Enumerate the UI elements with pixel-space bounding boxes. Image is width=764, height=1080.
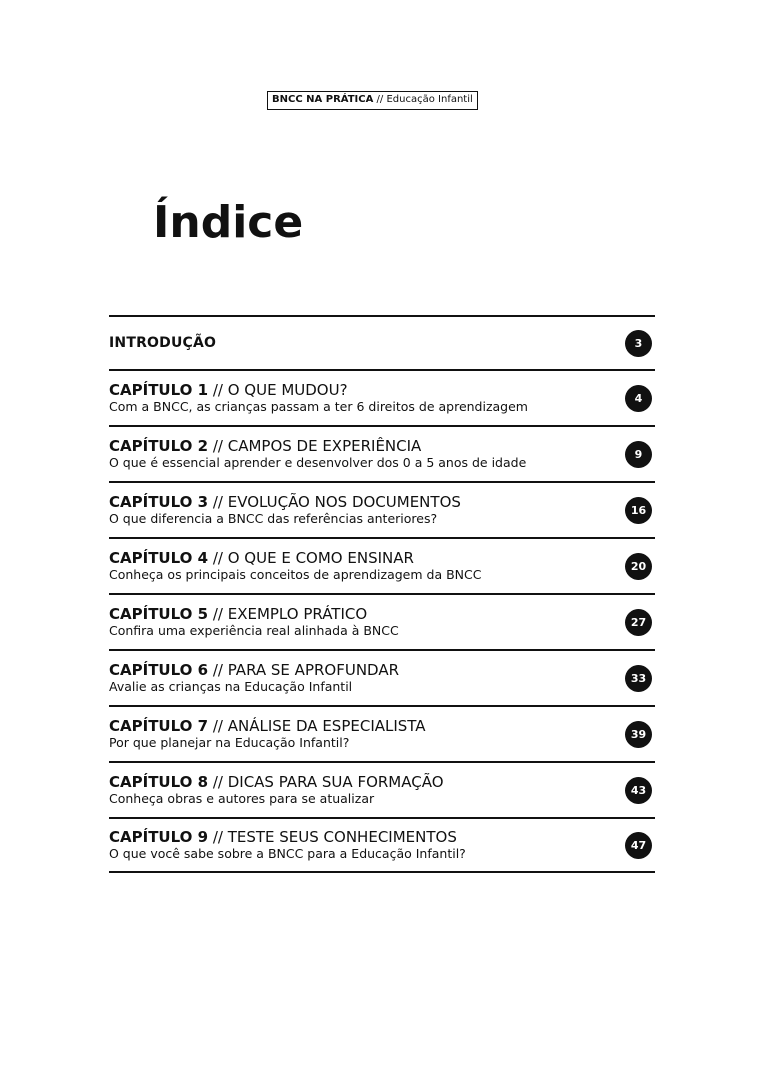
header-tag [267,91,478,110]
chapter-subtitle: Confira uma experiência real alinhada à BNCC [109,623,399,638]
chapter-subtitle: Conheça os principais conceitos de aprendizagem da BNCC [109,567,482,582]
chapter-subtitle: O que é essencial aprender e desenvolver dos 0 a 5 anos de idade [109,455,527,470]
page-number-badge: 27 [625,609,652,636]
page-number-badge: 33 [625,665,652,692]
toc-row-chapter-5[interactable] [109,593,655,649]
chapter-subtitle: Avalie as crianças na Educação Infantil [109,679,353,694]
chapter-separator: // [212,661,223,679]
chapter-topic: O QUE MUDOU? [227,381,348,399]
chapter-label: CAPÍTULO 6 [109,661,209,679]
page-number-badge: 20 [625,553,652,580]
chapter-label: CAPÍTULO 5 [109,605,209,623]
chapter-topic: DICAS PARA SUA FORMAÇÃO [227,773,444,791]
chapter-separator: // [212,605,223,623]
toc-row-chapter-2[interactable] [109,425,655,481]
chapter-topic: ANÁLISE DA ESPECIALISTA [227,717,426,735]
chapter-separator: // [212,549,223,567]
page-title: Índice [153,197,304,248]
chapter-separator: // [212,381,223,399]
toc-row-chapter-3[interactable] [109,481,655,537]
chapter-label: CAPÍTULO 2 [109,437,209,455]
chapter-separator: // [212,437,223,455]
page-number-badge: 47 [625,832,652,859]
toc-row-chapter-7[interactable] [109,705,655,761]
chapter-subtitle: O que diferencia a BNCC das referências anteriores? [109,511,438,526]
chapter-subtitle: Com a BNCC, as crianças passam a ter 6 direitos de aprendizagem [109,399,528,414]
table-of-contents [109,315,655,873]
chapter-label: CAPÍTULO 8 [109,773,209,791]
chapter-subtitle: O que você sabe sobre a BNCC para a Educação Infantil? [109,846,466,861]
chapter-label: CAPÍTULO 1 [109,381,209,399]
chapter-topic: EXEMPLO PRÁTICO [227,605,368,623]
chapter-subtitle: Por que planejar na Educação Infantil? [109,735,350,750]
chapter-separator: // [212,493,223,511]
chapter-separator: // [212,773,223,791]
page-number-badge: 43 [625,777,652,804]
header-separator: // [376,94,384,105]
toc-row-chapter-4[interactable] [109,537,655,593]
toc-row-chapter-9[interactable] [109,817,655,873]
toc-intro-label: INTRODUÇÃO [109,335,217,351]
page-number-badge: 16 [625,497,652,524]
chapter-topic: CAMPOS DE EXPERIÊNCIA [227,437,422,455]
page-number-badge: 9 [625,441,652,468]
toc-row-chapter-6[interactable] [109,649,655,705]
chapter-label: CAPÍTULO 9 [109,828,209,846]
chapter-topic: O QUE E COMO ENSINAR [227,549,414,567]
chapter-topic: TESTE SEUS CONHECIMENTOS [227,828,457,846]
header-brand: BNCC NA PRÁTICA [272,94,374,105]
toc-row-chapter-8[interactable] [109,761,655,817]
chapter-topic: PARA SE APROFUNDAR [227,661,400,679]
chapter-label: CAPÍTULO 7 [109,717,209,735]
chapter-topic: EVOLUÇÃO NOS DOCUMENTOS [227,493,461,511]
toc-row-chapter-1[interactable] [109,369,655,425]
page-number-badge: 4 [625,385,652,412]
chapter-label: CAPÍTULO 4 [109,549,209,567]
chapter-separator: // [212,828,223,846]
header-section: Educação Infantil [386,94,473,105]
toc-row-introduction[interactable] [109,315,655,369]
chapter-separator: // [212,717,223,735]
page-number-badge: 39 [625,721,652,748]
page-number-badge: 3 [625,330,652,357]
chapter-label: CAPÍTULO 3 [109,493,209,511]
chapter-subtitle: Conheça obras e autores para se atualizar [109,791,375,806]
